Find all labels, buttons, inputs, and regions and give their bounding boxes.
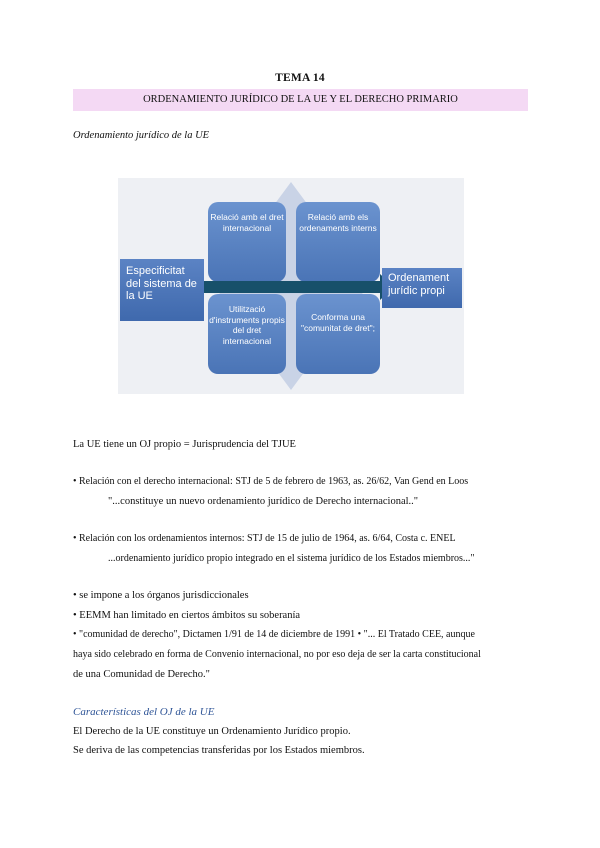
diagram-top-left-box: Relació amb el dret internacional [208, 202, 286, 282]
diagram-arrow-shaft [204, 281, 382, 293]
bullet-comunidad-derecho: • "comunidad de derecho", Dictamen 1/91 de 14 de diciembre de 1991 • "... El Tratado CEE, aunque [73, 629, 475, 640]
intro-line: La UE tiene un OJ propio = Jurisprudencia del TJUE [73, 439, 296, 450]
quote-costa-enel: ...ordenamiento jurídico propio integrado en el sistema jurídico de los Estados miembros..." [108, 553, 475, 564]
diagram-left-box: Especificitat del sistema de la UE [120, 259, 204, 321]
bullet-comunidad-derecho-cont: haya sido celebrado en forma de Convenio internacional, no por eso deja de ser la carta constitucional [73, 649, 481, 660]
diagram-bottom-right-box: Conforma una "comunitat de dret"; [296, 294, 380, 374]
page-subtitle: ORDENAMIENTO JURÍDICO DE LA UE Y EL DERECHO PRIMARIO [73, 89, 528, 111]
bullet-organos: • se impone a los órganos jurisdiccionales [73, 590, 249, 601]
caracteristicas-line-1: El Derecho de la UE constituye un Ordenamiento Jurídico propio. [73, 726, 351, 737]
caracteristicas-line-2: Se deriva de las competencias transferidas por los Estados miembros. [73, 745, 365, 756]
diagram-bottom-left-box: Utilització d'instruments propis del dret internacional [208, 294, 286, 374]
bullet-ordenamientos-internos: • Relación con los ordenamientos internos: STJ de 15 de julio de 1964, as. 6/64, Costa c. ENEL [73, 533, 456, 544]
page-title: TEMA 14 [275, 72, 325, 84]
quote-van-gend: "...constituye un nuevo ordenamiento jurídico de Derecho internacional.." [108, 496, 419, 507]
bullet-soberania: • EEMM han limitado en ciertos ámbitos su soberanía [73, 610, 301, 621]
diagram-especificitat [118, 178, 464, 394]
diagram-right-box: Ordenament jurídic propi [382, 268, 462, 308]
diagram-top-right-box: Relació amb els ordenaments interns [296, 202, 380, 282]
bullet-comunidad-derecho-end: de una Comunidad de Derecho." [73, 669, 210, 680]
section-heading-caracteristicas: Características del OJ de la UE [73, 706, 215, 718]
section-heading-ordenamiento: Ordenamiento jurídico de la UE [73, 130, 210, 141]
bullet-derecho-internacional: • Relación con el derecho internacional: STJ de 5 de febrero de 1963, as. 26/62, Van Gend en Loos [73, 476, 469, 487]
